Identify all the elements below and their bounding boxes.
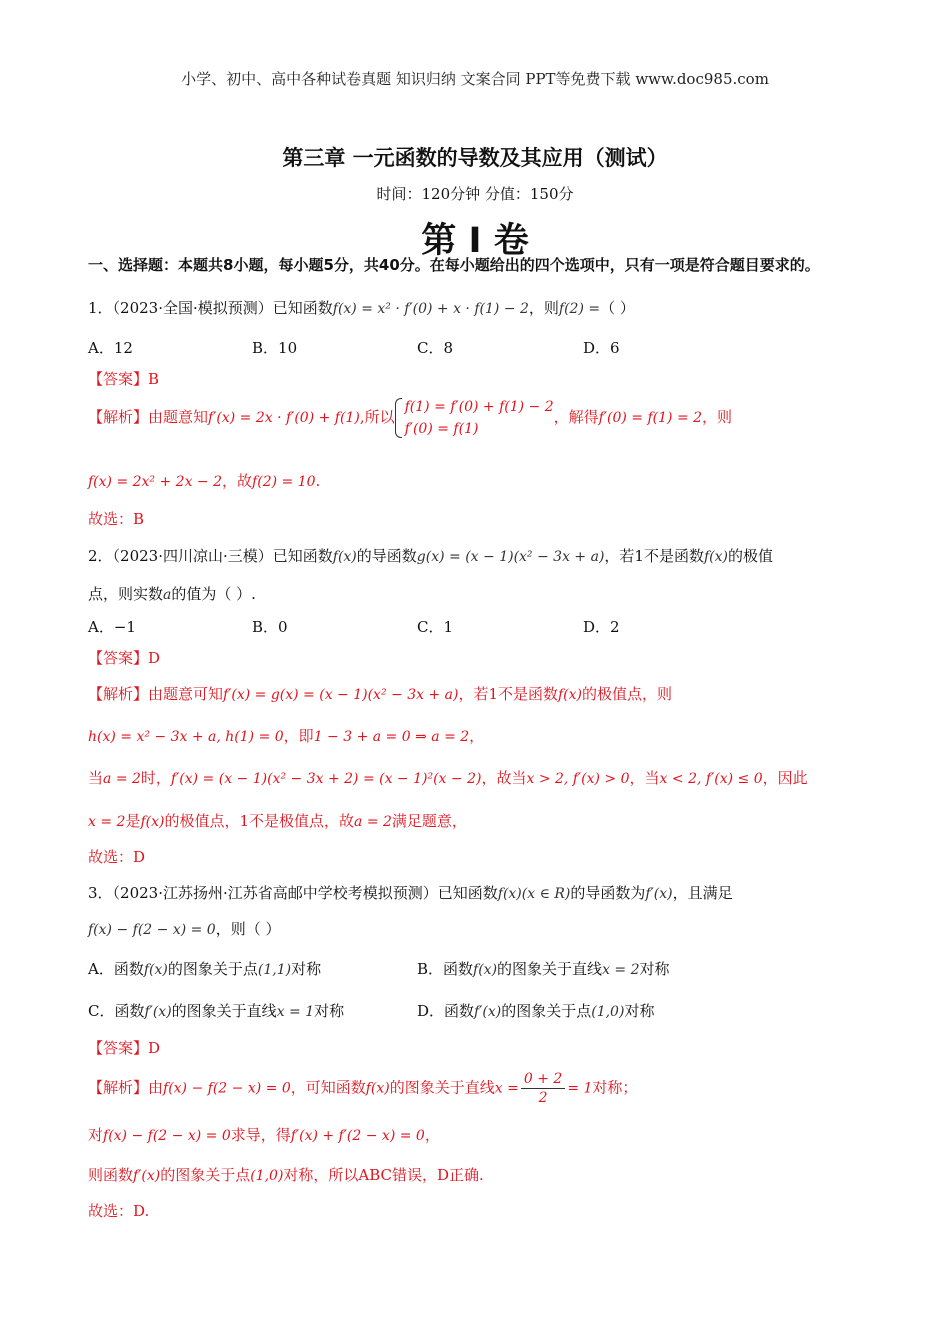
math: f(x) − f(2 − x) = 0 (163, 1080, 291, 1097)
q3-option-c: C．函数f′(x)的图象关于直线x = 1对称 (88, 1002, 345, 1020)
q2-choice: 故选：D (88, 848, 146, 866)
q1-option-b: B．10 (252, 339, 298, 357)
q2-option-a: A．−1 (88, 618, 136, 636)
math: f(x) (365, 1080, 390, 1097)
q1-explanation-line1: 【解析】由题意知f′(x) = 2x · f′(0) + f(1),所以 f(1) = f′(0) + f(1) − 2 f′(0) = f(1) ，解得f′(0) = f(1) = 2，则 (88, 396, 732, 440)
math: g(x) = (x − 1)(x² − 3x + a) (416, 549, 605, 565)
math: h(x) = x² − 3x + a, h(1) = 0 (88, 729, 284, 745)
q3-option-b: B．函数f(x)的图象关于直线x = 2对称 (417, 960, 670, 978)
math: x > 2, f′(x) > 0 (526, 771, 630, 787)
math: (1,0) (250, 1168, 284, 1184)
math: a (163, 587, 172, 603)
q3-option-a: A．函数f(x)的图象关于点(1,1)对称 (88, 960, 322, 978)
math: f′(x) (144, 1004, 172, 1020)
math: (1,0) (591, 1004, 625, 1020)
fraction: $\frac{0 + 2}{2}$ (521, 1070, 565, 1107)
math: x = 1 (276, 1004, 315, 1020)
q1-stem: 1．（2023·全国·模拟预测）已知函数f(x) = x² · f′(0) + x · f(1) − 2，则f(2) =（ ） (88, 299, 635, 317)
math: f(2) = 10 (252, 474, 316, 490)
math: f(2) = (558, 301, 601, 317)
math: f′(x) = g(x) = (x − 1)(x² − 3x + a) (223, 687, 459, 703)
math: x = 2 (88, 814, 126, 830)
volume-heading: 第 I 卷 (421, 221, 529, 261)
math: f′(0) = f(1) = 2 (598, 410, 703, 426)
q1-choice: 故选：B (88, 510, 145, 528)
math: f(x) = 2x² + 2x − 2 (88, 474, 223, 490)
q3-option-d: D．函数f′(x)的图象关于点(1,0)对称 (417, 1002, 655, 1020)
math: f(x) (473, 962, 498, 978)
q1-option-d: D．6 (583, 339, 620, 357)
math: f(x) − f(2 − x) = 0 (88, 922, 216, 938)
q2-option-c: C．1 (417, 618, 454, 636)
q1-answer: 【答案】B (88, 370, 160, 388)
q1-explanation-line2: f(x) = 2x² + 2x − 2，故f(2) = 10. (88, 472, 321, 490)
math: f(x) (703, 549, 728, 565)
q1-option-a: A．12 (88, 339, 133, 357)
q2-explanation-line4: x = 2是f(x)的极值点，1不是极值点，故a = 2满足题意， (88, 812, 467, 830)
q2-stem-line2: 点，则实数a的值为（ ）. (88, 585, 256, 603)
q2-explanation-line3: 当a = 2时，f′(x) = (x − 1)(x² − 3x + 2) = (x − 1)²(x − 2)，故当x > 2, f′(x) > 0，当x < 2, f′(x) ≤ 0，因此 (88, 769, 808, 787)
math: f(x) (558, 687, 583, 703)
math: f(x) = x² · f′(0) + x · f(1) − 2 (332, 301, 529, 317)
q2-option-b: B．0 (252, 618, 288, 636)
math: x = 2 (602, 962, 640, 978)
page-header: 小学、初中、高中各种试卷真题 知识归纳 文案合同 PPT等免费下载 www.doc985.com (181, 70, 769, 88)
q2-option-d: D．2 (583, 618, 620, 636)
equation-system: f(1) = f′(0) + f(1) − 2 f′(0) = f(1) (395, 396, 554, 440)
math: f′(x) (474, 1004, 502, 1020)
math: x < 2, f′(x) ≤ 0 (659, 771, 763, 787)
q3-stem-line2: f(x) − f(2 − x) = 0，则（ ） (88, 920, 281, 938)
q3-answer: 【答案】D (88, 1039, 161, 1057)
q2-answer: 【答案】D (88, 649, 161, 667)
math: f(x) (140, 814, 165, 830)
math: = 1 (567, 1080, 593, 1097)
math: f′(x) (645, 886, 673, 902)
q2-stem-line1: 2．（2023·四川凉山·三模）已知函数f(x)的导函数g(x) = (x − 1)(x² − 3x + a)，若1不是函数f(x)的极值 (88, 547, 773, 565)
page-title: 第三章 一元函数的导数及其应用（测试） (282, 146, 668, 170)
q2-explanation-line1: 【解析】由题意可知f′(x) = g(x) = (x − 1)(x² − 3x + a)，若1不是函数f(x)的极值点，则 (88, 685, 673, 703)
math: f′(x) + f′(2 − x) = 0 (290, 1128, 425, 1144)
math: f(x) (143, 962, 168, 978)
math: f(x) (332, 549, 357, 565)
math: f′(x) = (x − 1)(x² − 3x + 2) = (x − 1)²(x − 2) (170, 771, 482, 787)
math: f′(x) = 2x · f′(0) + f(1) (208, 410, 360, 426)
q3-explanation-line1: 【解析】由f(x) − f(2 − x) = 0，可知函数f(x)的图象关于直线x = $\frac{0 + 2}{2}$ = 1对称； (88, 1071, 638, 1106)
math: f(x) − f(2 − x) = 0 (103, 1128, 231, 1144)
exam-info: 时间：120分钟 分值：150分 (376, 185, 574, 203)
math: a = 2 (103, 771, 141, 787)
math: a = 2 (354, 814, 392, 830)
q3-choice: 故选：D. (88, 1202, 150, 1220)
math: x = (494, 1080, 519, 1097)
math: f(x)(x ∈ R) (497, 886, 571, 902)
q3-explanation-line2: 对f(x) − f(2 − x) = 0求导，得f′(x) + f′(2 − x) = 0， (88, 1126, 440, 1144)
q3-explanation-line3: 则函数f′(x)的图象关于点(1,0)对称，所以ABC错误，D正确. (88, 1166, 484, 1184)
math: (1,1) (257, 962, 292, 978)
math: f′(x) (133, 1168, 161, 1184)
section-heading: 一、选择题：本题共8小题，每小题5分，共40分。在每小题给出的四个选项中，只有一项是符合题目要求的。 (88, 256, 820, 274)
q1-option-c: C．8 (417, 339, 454, 357)
math: 1 − 3 + a = 0 ⇒ a = 2 (313, 729, 470, 745)
q2-explanation-line2: h(x) = x² − 3x + a, h(1) = 0，即1 − 3 + a = 0 ⇒ a = 2， (88, 727, 485, 745)
q3-stem-line1: 3．（2023·江苏扬州·江苏省高邮中学校考模拟预测）已知函数f(x)(x ∈ R)的导函数为f′(x)，且满足 (88, 884, 733, 902)
